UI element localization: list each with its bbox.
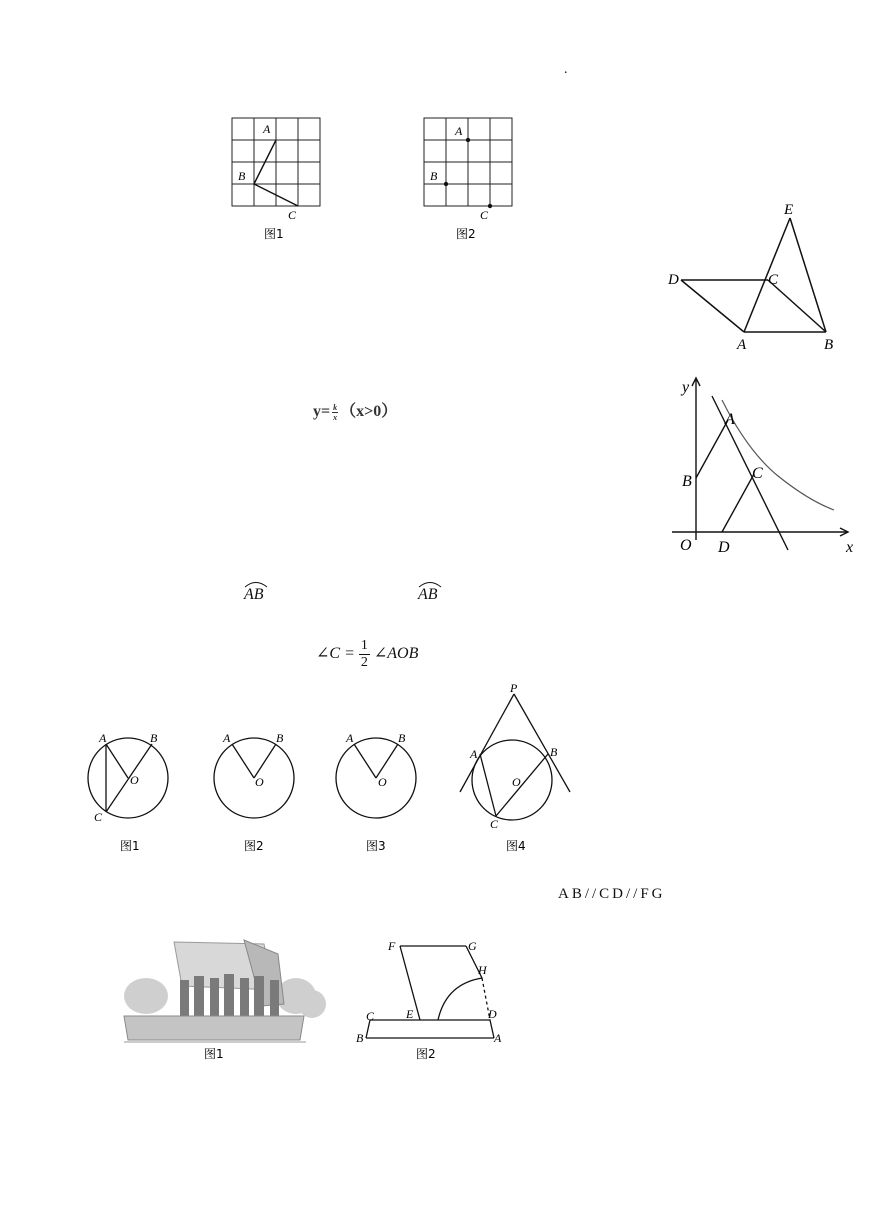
caption-circle-fig1: 图1 — [120, 839, 140, 853]
label-c: C — [490, 817, 499, 831]
label-c: C — [752, 465, 763, 482]
label-a: A — [263, 122, 271, 136]
arc-symbol — [244, 580, 268, 588]
grid-lines-2 — [424, 118, 512, 206]
label-o: O — [378, 775, 387, 789]
coordinate-figure — [668, 372, 864, 562]
angle-eq-fraction — [359, 638, 370, 671]
label-a: A — [223, 731, 231, 745]
circle-figure-2 — [208, 728, 308, 858]
formula-condition: （x>0） — [340, 403, 398, 420]
label-b: B — [150, 731, 158, 745]
caption-circle-fig3: 图3 — [366, 839, 386, 853]
formula-lhs: y= — [313, 403, 331, 420]
label-a: A — [470, 747, 478, 761]
caption-circle-fig4: 图4 — [506, 839, 526, 853]
label-a: A — [737, 337, 747, 353]
point-a — [466, 138, 470, 142]
label-a: A — [99, 731, 107, 745]
arc-text: AB — [418, 586, 438, 603]
label-a: A — [346, 731, 354, 745]
circle-2-lines — [232, 744, 276, 778]
diagram-lines — [366, 946, 494, 1038]
grid-figure-2 — [420, 114, 520, 244]
quad-lines — [681, 218, 826, 332]
label-e: E — [406, 1007, 414, 1021]
circle-3-lines — [354, 744, 398, 778]
label-b: B — [430, 169, 438, 183]
caption-photo: 图1 — [204, 1047, 224, 1061]
circle-figure-1 — [84, 728, 184, 858]
label-g: G — [468, 939, 477, 953]
label-c: C — [94, 810, 103, 824]
label-p: P — [510, 681, 518, 695]
angle-equation — [316, 638, 418, 671]
label-a: A — [494, 1031, 502, 1045]
circle-figure-3 — [332, 728, 432, 858]
arc-text: AB — [244, 586, 264, 603]
label-c: C — [480, 208, 489, 222]
arc-symbol — [418, 580, 442, 588]
caption-grid-fig1: 图1 — [264, 227, 284, 241]
label-b: B — [398, 731, 406, 745]
circle-1-lines — [106, 744, 152, 812]
point-b — [444, 182, 448, 186]
label-c: C — [768, 272, 779, 288]
label-b: B — [276, 731, 284, 745]
top-mark: . — [564, 62, 568, 77]
arc-notation-2 — [418, 580, 438, 604]
angle-eq-rhs: ∠AOB — [373, 645, 419, 663]
label-x: x — [846, 539, 854, 556]
parallel-statement: AB//CD//FG — [558, 886, 666, 902]
label-o: O — [130, 773, 139, 787]
quad-figure — [664, 196, 844, 356]
formula-denominator: x — [333, 412, 338, 422]
label-a: A — [725, 411, 735, 428]
angle-eq-lhs: ∠C = — [316, 645, 355, 663]
label-o: O — [255, 775, 264, 789]
label-f: F — [388, 939, 396, 953]
label-d: D — [668, 272, 679, 288]
monument-photo — [84, 932, 332, 1064]
label-c: C — [288, 208, 297, 222]
hyperbola-curve — [722, 400, 834, 510]
label-b: B — [824, 337, 834, 353]
label-b: B — [682, 473, 692, 490]
circle-figure-4 — [456, 680, 586, 860]
arc-notation-1 — [244, 580, 264, 604]
grid-lines-1 — [232, 118, 320, 206]
caption-diagram: 图2 — [416, 1047, 436, 1061]
label-h: H — [478, 963, 487, 977]
label-b: B — [356, 1031, 364, 1045]
caption-grid-fig2: 图2 — [456, 227, 476, 241]
label-e: E — [784, 202, 794, 218]
function-formula — [313, 398, 397, 422]
angle-eq-numerator: 1 — [360, 638, 368, 653]
label-y: y — [682, 379, 690, 396]
label-c: C — [366, 1009, 375, 1023]
label-a: A — [455, 124, 463, 138]
formula-numerator: k — [333, 402, 338, 412]
angle-eq-denominator: 2 — [360, 655, 368, 670]
monument-base — [124, 1016, 304, 1040]
formula-fraction — [332, 403, 338, 422]
label-b: B — [238, 169, 246, 183]
label-d: D — [488, 1007, 497, 1021]
label-d: D — [718, 539, 730, 556]
caption-circle-fig2: 图2 — [244, 839, 264, 853]
monument-diagram — [354, 934, 514, 1064]
grid-figure-1 — [228, 114, 328, 244]
label-o: O — [512, 775, 521, 789]
label-o: O — [680, 537, 692, 554]
point-c — [488, 204, 492, 208]
label-b: B — [550, 745, 558, 759]
